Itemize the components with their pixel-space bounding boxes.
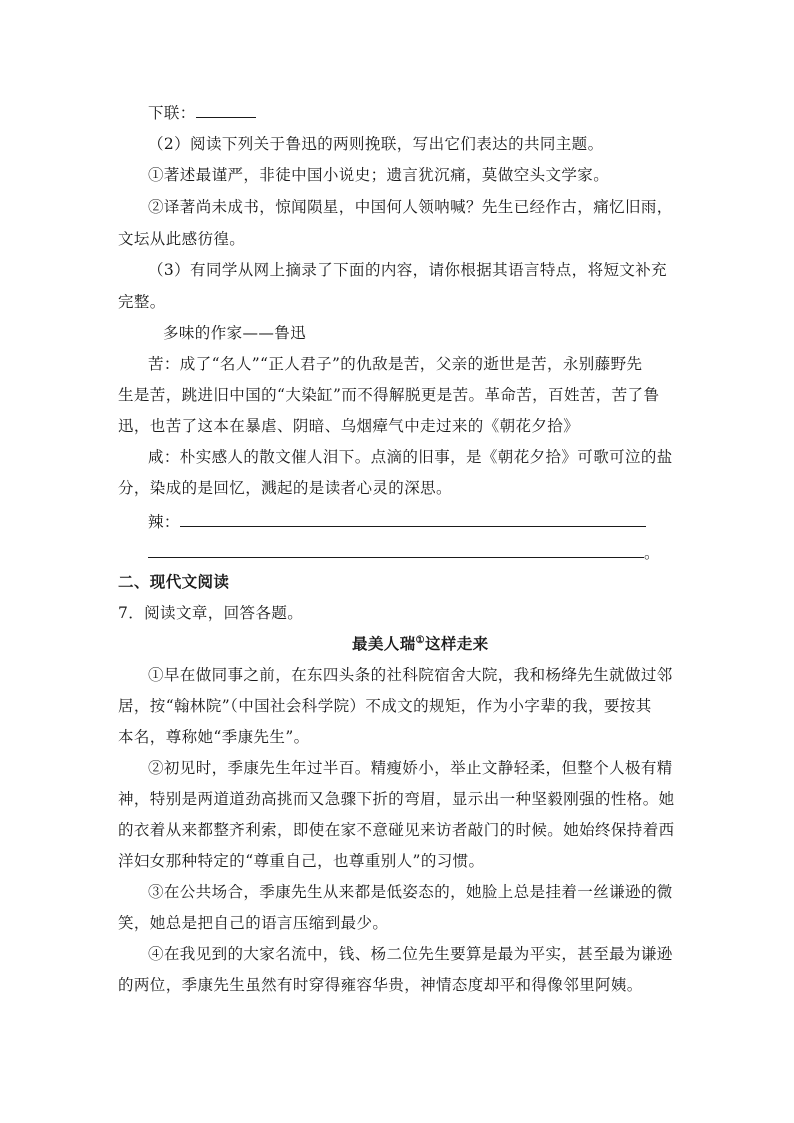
la-label: 辣： xyxy=(148,513,180,531)
article-title-footnote-mark: ① xyxy=(415,634,425,646)
xialian-answer-blank[interactable] xyxy=(196,101,256,118)
essay-title: 多味的作家——鲁迅 xyxy=(163,324,307,342)
couplet-2-line-2: 文坛从此感彷徨。 xyxy=(118,230,246,248)
p3-line-2: 笑，她总是把自己的语言压缩到最少。 xyxy=(118,914,389,932)
q6-3-prompt-line-2: 完整。 xyxy=(118,293,166,311)
xialian-line xyxy=(148,101,256,124)
p4-line-1: ④在我见到的大家名流中，钱、杨二位先生要算是最为平实，甚至最为谦逊 xyxy=(148,945,673,963)
article-title-part-1: 最美人瑞 xyxy=(352,634,416,653)
ku-paragraph-line-1: 苦：成了“名人”“正人君子”的仇敌是苦，父亲的逝世是苦，永别藤野先 xyxy=(148,355,643,373)
couplet-2-line-1: ②译著尚未成书，惊闻陨星，中国何人领呐喊？先生已经作古，痛忆旧雨， xyxy=(148,198,673,216)
la-end-mark: 。 xyxy=(644,544,660,562)
xian-paragraph-line-2: 分，染成的是回忆，溅起的是读者心灵的深思。 xyxy=(118,479,452,497)
p1-line-3: 本名，尊称她“季康先生”。 xyxy=(118,728,310,746)
la-line-2 xyxy=(148,541,660,564)
q6-3-prompt-line-1: （3）有同学从网上摘录了下面的内容，请你根据其语言特点，将短文补充 xyxy=(148,261,668,279)
p3-line-1: ③在公共场合，季康先生从来都是低姿态的，她脸上总是挂着一丝谦逊的微 xyxy=(148,883,673,901)
ku-paragraph-line-2: 生是苦，跳进旧中国的“大染缸”而不得解脱更是苦。革命苦，百姓苦，苦了鲁 xyxy=(118,386,660,404)
article-title-part-2: 这样走来 xyxy=(424,634,489,653)
couplet-1: ①著述最谨严，非徒中国小说史；遗言犹沉痛，莫做空头文学家。 xyxy=(148,166,610,184)
p1-line-2: 居，按“翰林院”（中国社会科学院）不成文的规矩，作为小字辈的我，要按其 xyxy=(118,697,652,715)
p2-line-1: ②初见时，季康先生年过半百。精瘦娇小，举止文静轻柔，但整个人极有精 xyxy=(148,759,673,777)
p1-line-1: ①早在做同事之前，在东四头条的社科院宿舍大院，我和杨绛先生就做过邻 xyxy=(148,666,673,684)
q7-prompt: 7．阅读文章，回答各题。 xyxy=(118,604,304,622)
xian-paragraph-line-1: 咸：朴实感人的散文催人泪下。点滴的旧事，是《朝花夕拾》可歌可泣的盐 xyxy=(148,448,673,466)
la-answer-blank-2[interactable] xyxy=(148,541,644,558)
p2-line-4: 洋妇女那种特定的“尊重自己，也尊重别人”的习惯。 xyxy=(118,852,485,870)
section-heading: 二、现代文阅读 xyxy=(118,572,230,591)
article-title xyxy=(352,633,489,655)
la-answer-blank-1[interactable] xyxy=(180,510,646,527)
q6-2-prompt: （2）阅读下列关于鲁迅的两则挽联，写出它们表达的共同主题。 xyxy=(148,135,604,153)
p2-line-3: 的衣着从来都整齐利索，即使在家不意碰见来访者敲门的时候。她始终保持着西 xyxy=(118,821,675,839)
la-line xyxy=(148,510,646,533)
xialian-label: 下联： xyxy=(148,104,196,122)
p4-line-2: 的两位，季康先生虽然有时穿得雍容华贵，神情态度却平和得像邻里阿姨。 xyxy=(118,976,643,994)
p2-line-2: 神，特别是两道道劲高挑而又急骤下折的弯眉，显示出一种坚毅刚强的性格。她 xyxy=(118,790,675,808)
ku-paragraph-line-3: 迅，也苦了这本在暴虐、阴暗、乌烟瘴气中走过来的《朝花夕拾》 xyxy=(118,417,580,435)
